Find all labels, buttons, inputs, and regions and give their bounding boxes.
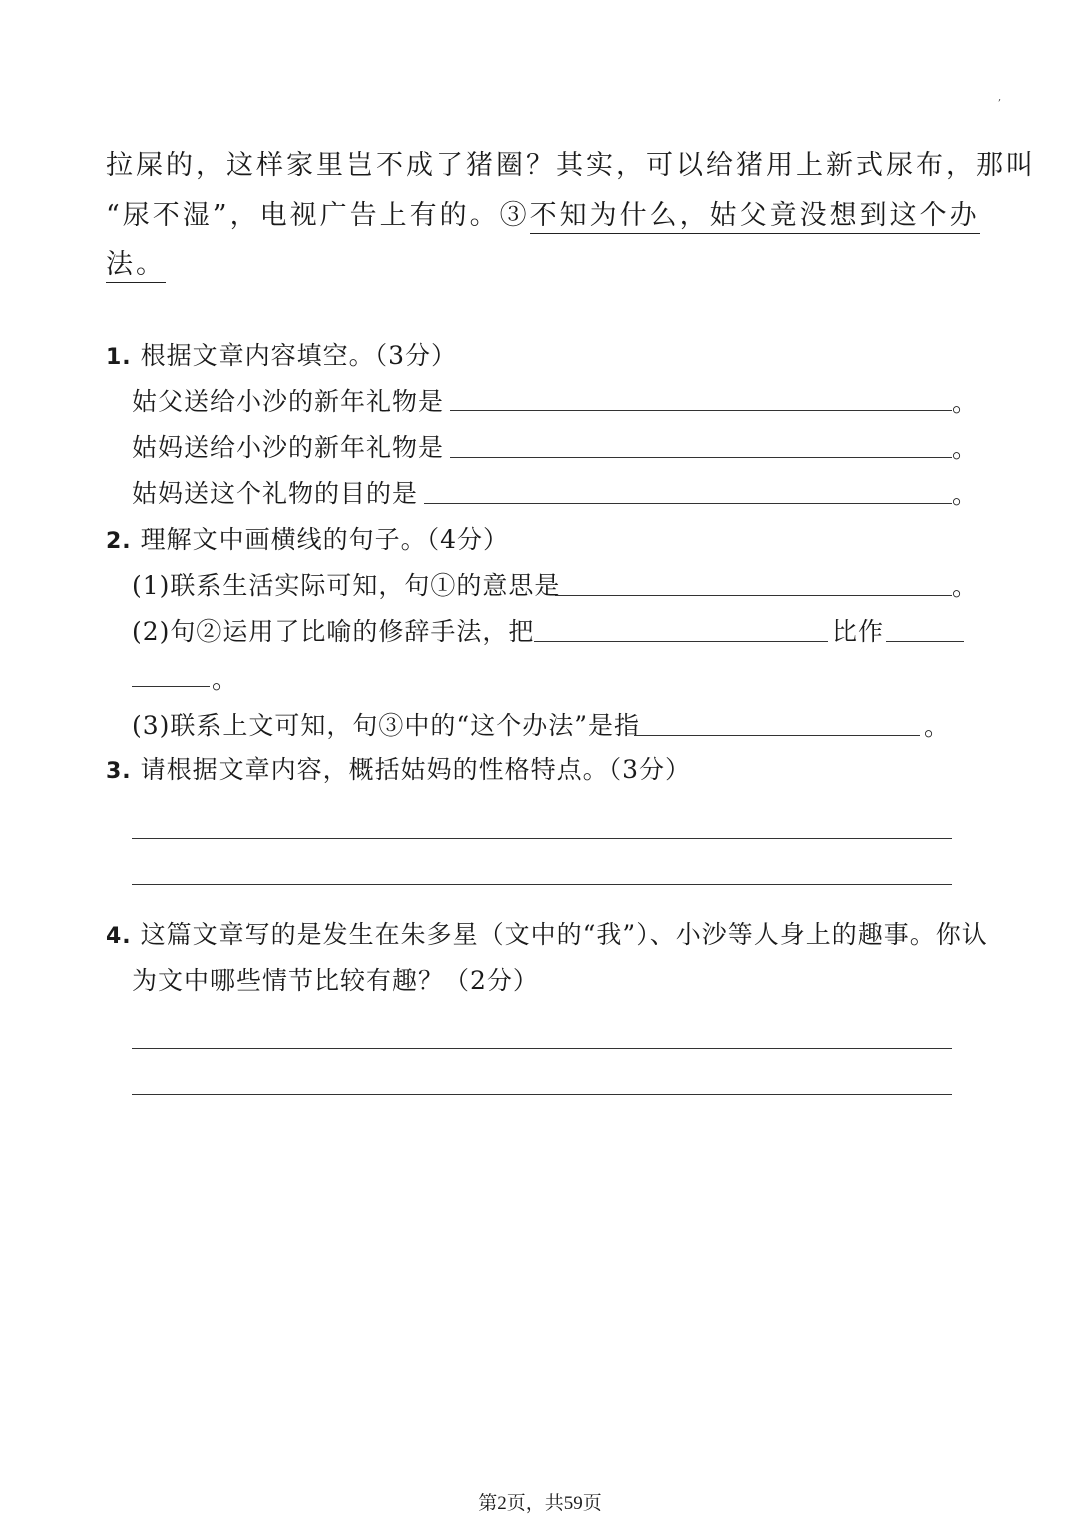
q2-item-2-mid: 比作 xyxy=(832,617,885,646)
q2-item-1-end: 。 xyxy=(952,572,978,601)
question-2-number: 2. xyxy=(106,529,132,554)
q3-answer-line-2[interactable] xyxy=(132,884,952,885)
question-1-number: 1. xyxy=(106,345,132,370)
q2-item-2-prompt: (2)句②运用了比喻的修辞手法，把 xyxy=(132,617,535,646)
question-1-heading xyxy=(106,336,457,372)
passage-line-2-plain: “尿不湿”，电视广告上有的。③ xyxy=(106,200,530,231)
q2-item-3-blank[interactable] xyxy=(634,735,920,736)
q1-item-1-blank[interactable] xyxy=(450,410,952,411)
q2-item-2-blank-b-continued[interactable] xyxy=(132,686,210,687)
question-3-text: 请根据文章内容，概括姑妈的性格特点。（3分） xyxy=(140,755,692,784)
q2-item-2-blank-b[interactable] xyxy=(886,641,964,642)
q1-item-3-end: 。 xyxy=(952,480,978,509)
q3-answer-line-1[interactable] xyxy=(132,838,952,839)
passage-line-2 xyxy=(106,193,980,232)
q2-item-2-blank-a[interactable] xyxy=(534,641,828,642)
question-2-heading xyxy=(106,520,509,556)
q1-item-2-prompt: 姑妈送给小沙的新年礼物是 xyxy=(132,433,445,462)
q2-item-3-prompt: (3)联系上文可知，句③中的“这个办法”是指 xyxy=(132,711,640,740)
question-3-heading xyxy=(106,750,691,786)
q2-item-1-blank[interactable] xyxy=(555,595,952,596)
q1-item-3-prompt: 姑妈送这个礼物的目的是 xyxy=(132,479,419,508)
q4-answer-line-2[interactable] xyxy=(132,1094,952,1095)
passage-line-3 xyxy=(106,242,166,281)
q1-item-2-end: 。 xyxy=(952,434,978,463)
q2-item-2-end: 。 xyxy=(212,665,238,694)
q1-item-1-end: 。 xyxy=(952,388,978,417)
question-4-text-line-1: 这篇文章写的是发生在朱多星（文中的“我”）、小沙等人身上的趣事。你认 xyxy=(140,920,988,949)
question-4-heading xyxy=(106,915,988,951)
page-footer: 第2页，共59页 xyxy=(478,1493,602,1514)
underlined-sentence-3-part2: 法。 xyxy=(106,249,166,283)
question-4-number: 4. xyxy=(106,924,132,949)
q1-item-1-prompt: 姑父送给小沙的新年礼物是 xyxy=(132,387,445,416)
question-2-text: 理解文中画横线的句子。（4分） xyxy=(140,525,510,554)
question-3-number: 3. xyxy=(106,759,132,784)
q2-item-3-end: 。 xyxy=(924,712,950,741)
corner-mark: , xyxy=(998,92,1002,103)
question-1-text: 根据文章内容填空。（3分） xyxy=(140,341,458,370)
q4-answer-line-1[interactable] xyxy=(132,1048,952,1049)
question-4-text-line-2: 为文中哪些情节比较有趣？（2分） xyxy=(132,966,539,995)
underlined-sentence-3-part1: 不知为什么，姑父竟没想到这个办 xyxy=(530,200,980,234)
passage-line-1: 拉屎的，这样家里岂不成了猪圈？其实，可以给猪用上新式尿布，那叫 xyxy=(106,150,1036,181)
q1-item-2-blank[interactable] xyxy=(450,457,952,458)
q2-item-1-prompt: (1)联系生活实际可知，句①的意思是 xyxy=(132,571,561,600)
q1-item-3-blank[interactable] xyxy=(424,503,952,504)
